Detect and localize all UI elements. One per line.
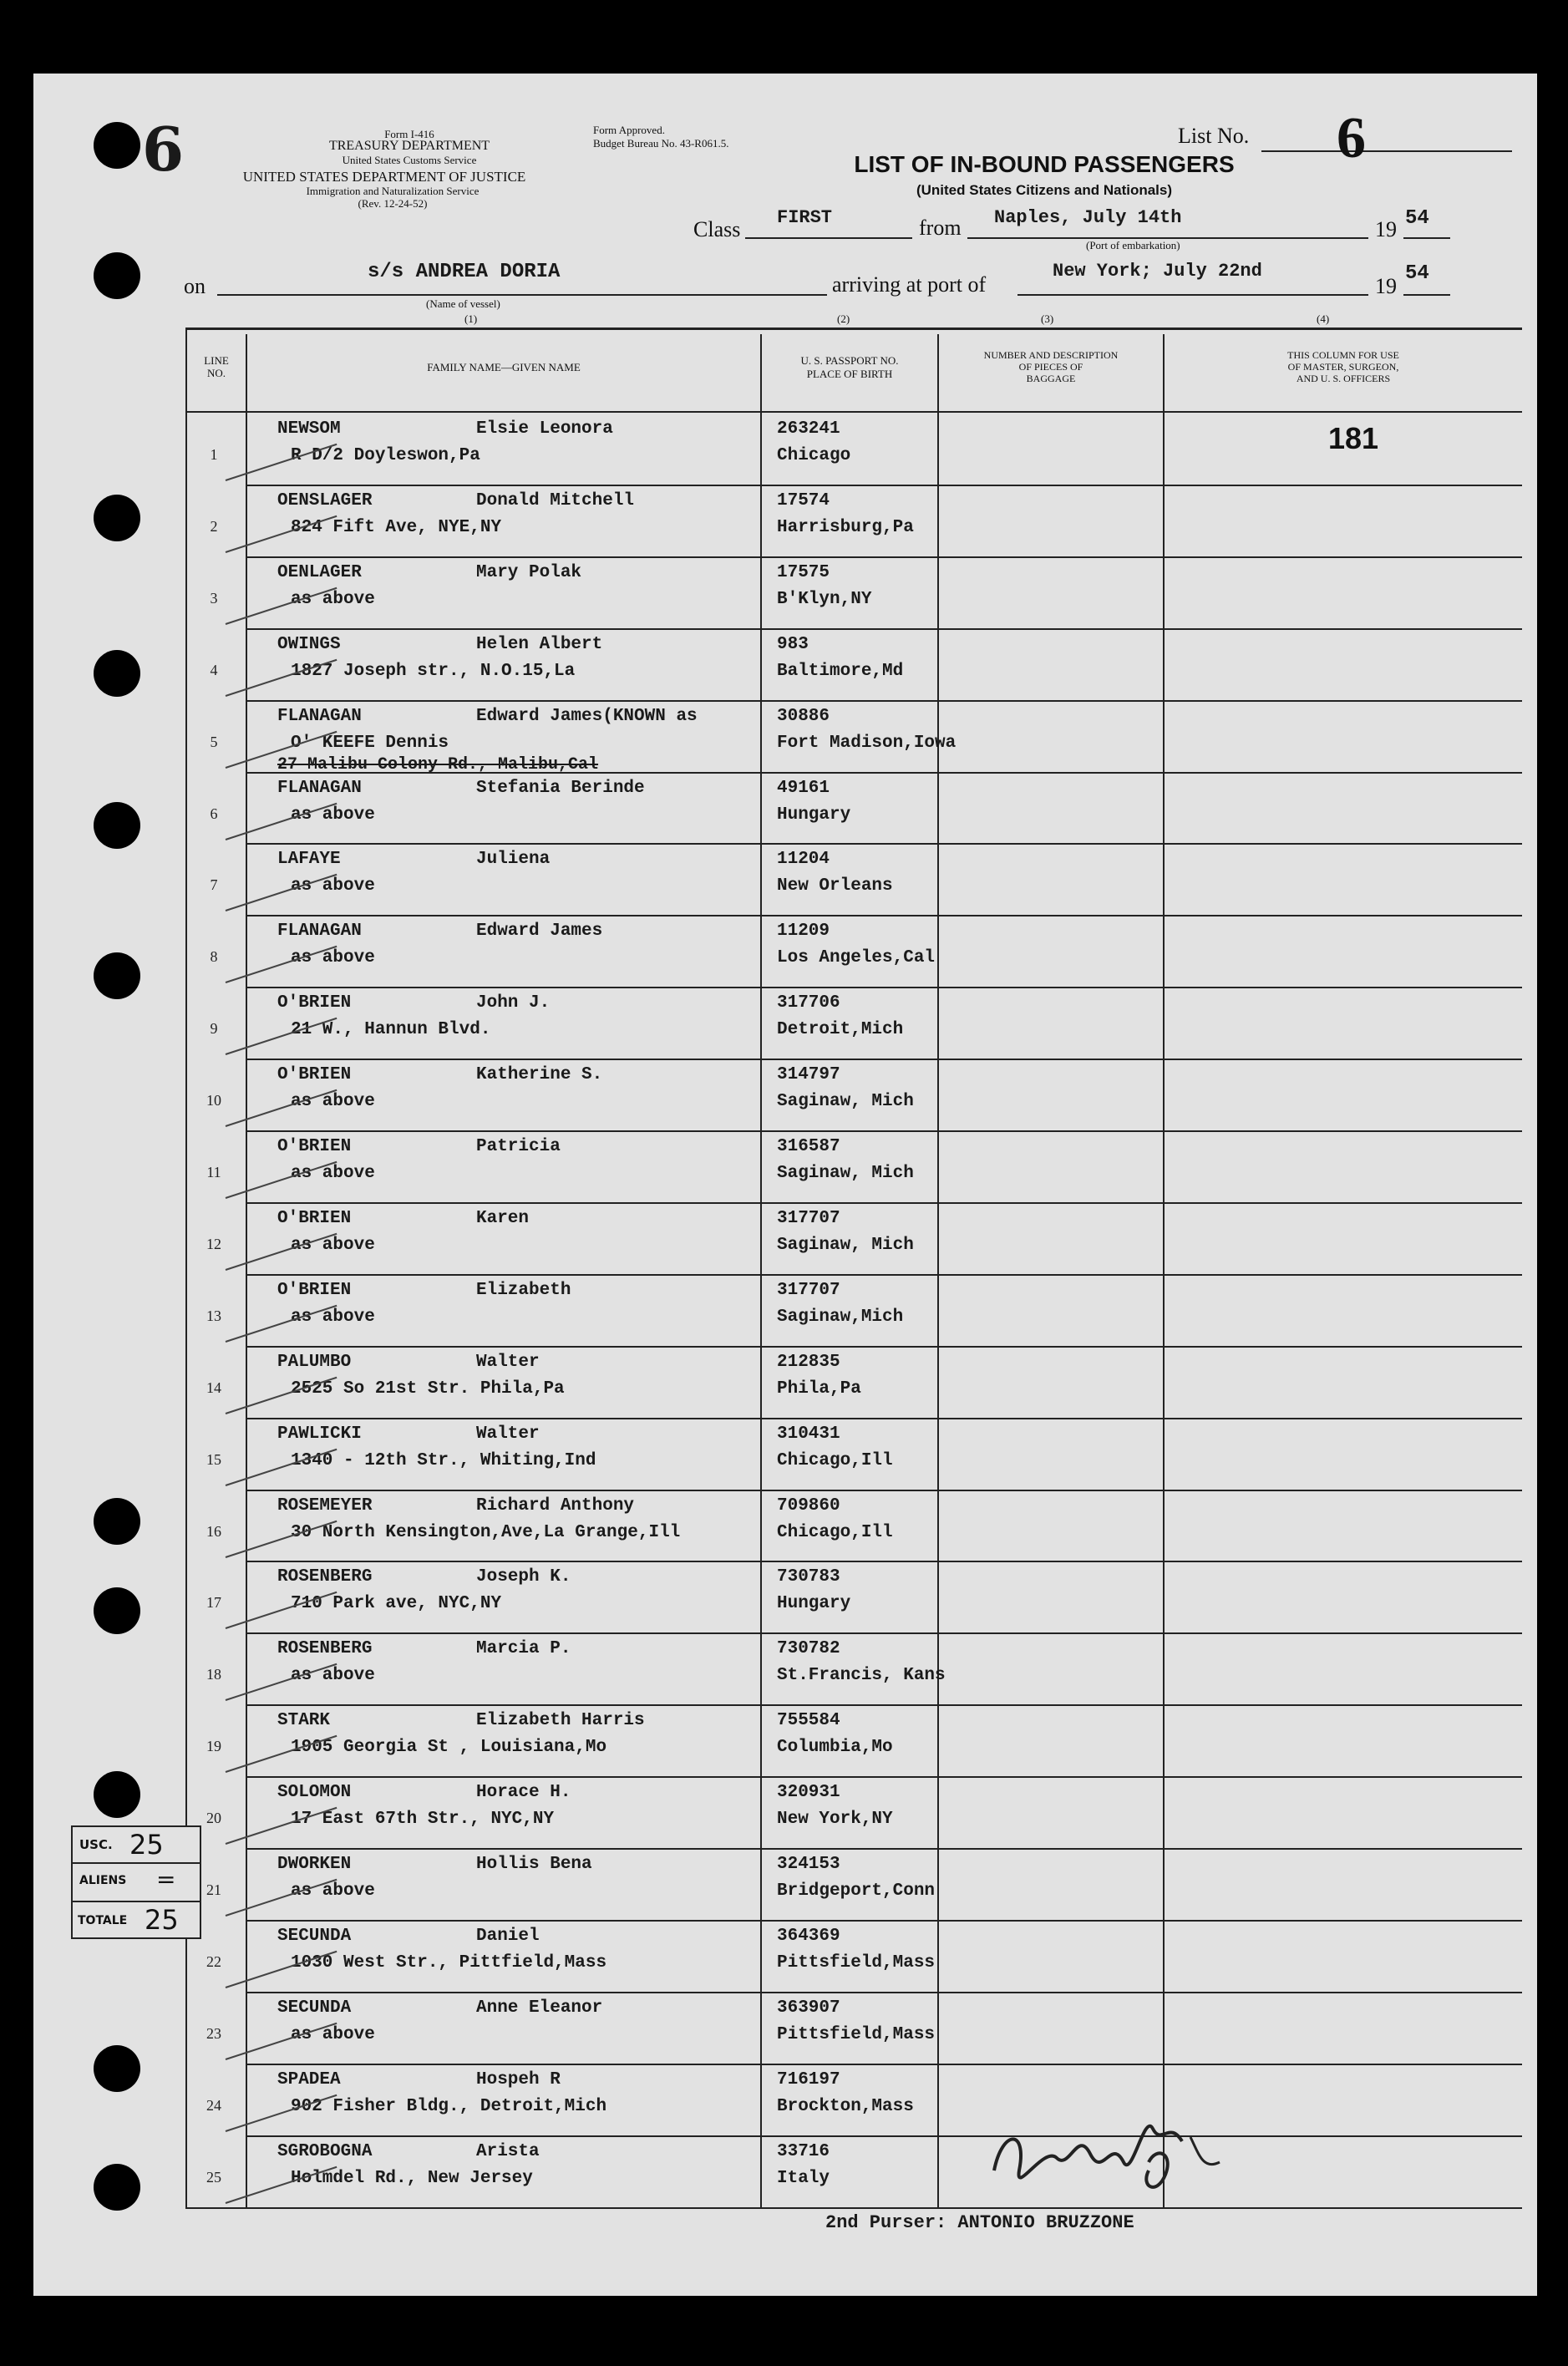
punch-hole — [94, 2045, 140, 2092]
row-divider — [246, 1130, 1522, 1132]
given-name: Walter — [476, 1352, 540, 1372]
place-of-birth: St.Francis, Kans — [777, 1666, 946, 1686]
place-of-birth: Columbia,Mo — [777, 1738, 893, 1758]
line-number: 8 — [210, 948, 218, 966]
list-number: 6 — [1337, 106, 1366, 170]
passport-number: 317706 — [777, 993, 840, 1013]
place-of-birth: Chicago — [777, 446, 851, 465]
line-number: 16 — [206, 1522, 221, 1540]
family-name: STARK — [277, 1711, 331, 1731]
row-divider — [246, 556, 1522, 558]
address: 30 North Kensington,Ave,La Grange,Ill — [291, 1522, 681, 1542]
place-of-birth: Hungary — [777, 1594, 851, 1614]
place-of-birth: Saginaw, Mich — [777, 1235, 914, 1255]
passport-number: 983 — [777, 634, 809, 654]
justice-label: UNITED STATES DEPARTMENT OF JUSTICE — [242, 169, 526, 185]
col-header-line-no: LINE NO. — [204, 354, 229, 379]
passport-number: 755584 — [777, 1711, 840, 1731]
row-divider — [246, 1632, 1522, 1634]
line-number: 3 — [210, 589, 218, 607]
given-name: Karen — [476, 1208, 530, 1228]
vessel-name: s/s ANDREA DORIA — [368, 261, 561, 283]
family-name: SECUNDA — [277, 1926, 352, 1946]
passport-number: 363907 — [777, 1998, 840, 2018]
given-name: Donald Mitchell — [476, 490, 635, 510]
passport-number: 314797 — [777, 1065, 840, 1085]
row-divider — [246, 987, 1522, 988]
row-divider — [246, 1848, 1522, 1850]
address: 902 Fisher Bldg., Detroit,Mich — [291, 2096, 607, 2116]
passport-number: 317707 — [777, 1280, 840, 1300]
passport-number: 324153 — [777, 1855, 840, 1874]
punch-hole — [94, 802, 140, 849]
place-of-birth: Los Angeles,Cal — [777, 948, 936, 968]
list-no-label: List No. — [1178, 124, 1250, 148]
place-of-birth: Saginaw,Mich — [777, 1307, 904, 1327]
family-name: SOLOMON — [277, 1783, 352, 1803]
family-name: SGROBOGNA — [277, 2141, 373, 2161]
row-divider — [246, 1274, 1522, 1276]
place-of-birth: Baltimore,Md — [777, 661, 904, 681]
place-of-birth: Chicago,Ill — [777, 1522, 893, 1542]
punch-hole — [94, 1587, 140, 1634]
passport-number: 716197 — [777, 2069, 840, 2089]
customs-label: United States Customs Service — [342, 154, 477, 166]
address: as above — [291, 805, 375, 825]
place-of-birth: Harrisburg,Pa — [777, 517, 914, 537]
row-divider — [246, 485, 1522, 486]
row-divider — [246, 2207, 1522, 2209]
passport-number: 709860 — [777, 1495, 840, 1516]
given-name: Marcia P. — [476, 1639, 571, 1659]
address: R D/2 Doyleswon,Pa — [291, 446, 480, 465]
line-number: 24 — [206, 2096, 221, 2114]
row-divider — [246, 1059, 1522, 1060]
address: as above — [291, 1235, 375, 1255]
line-number: 19 — [206, 1738, 221, 1755]
row-divider — [246, 1776, 1522, 1778]
address: 710 Park ave, NYC,NY — [291, 1594, 502, 1614]
line-number: 1 — [210, 446, 218, 463]
given-name: Hollis Bena — [476, 1855, 592, 1874]
col-num-4: (4) — [1317, 312, 1330, 325]
frame-number: 6 — [142, 114, 185, 185]
address: 1905 Georgia St , Louisiana,Mo — [291, 1738, 607, 1758]
treasury-label: TREASURY DEPARTMENT — [328, 139, 490, 153]
usc-value: 25 — [129, 1829, 164, 1861]
aliens-value: = — [156, 1866, 176, 1893]
family-name: FLANAGAN — [277, 706, 362, 726]
aliens-label: ALIENS — [79, 1874, 127, 1887]
family-name: SECUNDA — [277, 1998, 352, 2018]
port-embarkation-label: (Port of embarkation) — [1086, 239, 1180, 251]
purser-line: 2nd Purser: ANTONIO BRUZZONE — [825, 2212, 1134, 2233]
family-name: OENLAGER — [277, 562, 362, 582]
passport-number: 316587 — [777, 1137, 840, 1156]
row-divider — [246, 1704, 1522, 1706]
passport-number: 317707 — [777, 1208, 840, 1228]
family-name: O'BRIEN — [277, 993, 352, 1013]
address: 1340 - 12th Str., Whiting,Ind — [291, 1450, 596, 1470]
class-value: FIRST — [777, 207, 833, 228]
place-of-birth: Fort Madison,Iowa — [777, 733, 957, 753]
address: as above — [291, 1881, 375, 1901]
given-name: Walter — [476, 1424, 540, 1444]
address: as above — [291, 1092, 375, 1112]
given-name: Daniel — [476, 1926, 540, 1946]
passport-number: 11209 — [777, 922, 830, 942]
passport-number: 320931 — [777, 1783, 840, 1803]
address: as above — [291, 1307, 375, 1327]
family-name: PAWLICKI — [277, 1424, 362, 1444]
line-number: 25 — [206, 2168, 221, 2186]
row-divider — [246, 700, 1522, 702]
place-of-birth: Saginaw, Mich — [777, 1092, 914, 1112]
address: 824 Fift Ave, NYE,NY — [291, 517, 502, 537]
row-divider — [246, 2064, 1522, 2065]
address: Holmdel Rd., New Jersey — [291, 2168, 533, 2188]
line-number: 15 — [206, 1450, 221, 1468]
given-name: Elizabeth — [476, 1280, 571, 1300]
punch-hole — [94, 650, 140, 697]
family-name: FLANAGAN — [277, 778, 362, 798]
punch-hole — [94, 1771, 140, 1818]
given-name: Elsie Leonora — [476, 419, 613, 439]
given-name: Elizabeth Harris — [476, 1711, 645, 1731]
passport-number: 33716 — [777, 2141, 830, 2161]
row-divider — [246, 1346, 1522, 1348]
address: O' KEEFE Dennis — [291, 733, 449, 753]
on-label: on — [184, 274, 206, 298]
family-name: ROSENBERG — [277, 1639, 373, 1659]
class-label: Class — [693, 217, 741, 241]
family-name: LAFAYE — [277, 850, 341, 870]
given-name: Edward James — [476, 922, 603, 942]
address: as above — [291, 876, 375, 896]
place-of-birth: Chicago,Ill — [777, 1450, 893, 1470]
punch-hole — [94, 1498, 140, 1545]
given-name: Edward James(KNOWN as — [476, 706, 698, 726]
col-num-2: (2) — [837, 312, 850, 325]
given-name: Stefania Berinde — [476, 778, 645, 798]
passport-number: 730783 — [777, 1567, 840, 1587]
address: 17 East 67th Str., NYC,NY — [291, 1810, 555, 1830]
line-number: 21 — [206, 1881, 221, 1898]
line-number: 12 — [206, 1235, 221, 1252]
row-divider — [246, 915, 1522, 916]
place-of-birth: Saginaw, Mich — [777, 1164, 914, 1183]
punch-hole — [94, 952, 140, 999]
place-of-birth: New Orleans — [777, 876, 893, 896]
punch-hole — [94, 252, 140, 299]
address: as above — [291, 1164, 375, 1183]
year-prefix-2: 19 — [1375, 274, 1397, 298]
place-of-birth: B'Klyn,NY — [777, 589, 872, 609]
line-number: 14 — [206, 1378, 221, 1396]
family-name: DWORKEN — [277, 1855, 352, 1874]
family-name: SPADEA — [277, 2069, 341, 2089]
line-number: 18 — [206, 1666, 221, 1683]
budget-bureau: Budget Bureau No. 43-R061.5. — [593, 137, 729, 150]
list-subtitle: (United States Citizens and Nationals) — [916, 182, 1173, 198]
immigration-label: Immigration and Naturalization Service — [306, 185, 480, 197]
family-name: PALUMBO — [277, 1352, 352, 1372]
family-name: OWINGS — [277, 634, 341, 654]
row-divider — [246, 628, 1522, 630]
line-number: 10 — [206, 1092, 221, 1109]
passport-number: 263241 — [777, 419, 840, 439]
given-name: Hospeh R — [476, 2069, 561, 2089]
col-num-3: (3) — [1041, 312, 1054, 325]
line-number: 23 — [206, 2024, 221, 2042]
given-name: Mary Polak — [476, 562, 582, 582]
tally-box — [71, 1825, 201, 1939]
punch-hole — [94, 2164, 140, 2211]
manifest-sheet — [33, 74, 1537, 2296]
line-number: 11 — [206, 1164, 221, 1180]
col-header-baggage: NUMBER AND DESCRIPTION OF PIECES OF BAGGAGE — [983, 349, 1119, 384]
family-name: O'BRIEN — [277, 1137, 352, 1156]
passport-number: 17574 — [777, 490, 830, 510]
given-name: Katherine S. — [476, 1065, 603, 1085]
from-value: Naples, July 14th — [994, 207, 1182, 228]
usc-label: USC. — [79, 1837, 113, 1852]
passport-number: 30886 — [777, 706, 830, 726]
family-name: O'BRIEN — [277, 1280, 352, 1300]
row-divider — [246, 1992, 1522, 1993]
passport-number: 11204 — [777, 850, 830, 870]
address: as above — [291, 589, 375, 609]
family-name: ROSEMEYER — [277, 1495, 373, 1516]
arriving-value: New York; July 22nd — [1053, 261, 1262, 282]
family-name: O'BRIEN — [277, 1208, 352, 1228]
family-name: NEWSOM — [277, 419, 341, 439]
family-name: O'BRIEN — [277, 1065, 352, 1085]
passport-number: 212835 — [777, 1352, 840, 1372]
col-header-name: FAMILY NAME—GIVEN NAME — [427, 361, 581, 373]
line-number: 17 — [206, 1594, 221, 1612]
given-name: Horace H. — [476, 1783, 571, 1803]
officer-note: 181 — [1328, 421, 1379, 455]
row-divider — [246, 1490, 1522, 1491]
line-number: 5 — [210, 733, 218, 750]
year-1: 54 — [1405, 207, 1429, 230]
given-name: Patricia — [476, 1137, 561, 1156]
purser-signature — [977, 2079, 1228, 2204]
family-name: OENSLAGER — [277, 490, 373, 510]
given-name: Helen Albert — [476, 634, 603, 654]
form-number: Form I-416 — [384, 128, 434, 140]
col-num-1: (1) — [464, 312, 478, 325]
col-header-passport: U. S. PASSPORT NO. PLACE OF BIRTH — [800, 354, 899, 380]
col-header-officers: THIS COLUMN FOR USE OF MASTER, SURGEON, AND U. S. OFFICERS — [1287, 349, 1399, 384]
given-name: Richard Anthony — [476, 1495, 635, 1516]
list-title: LIST OF IN-BOUND PASSENGERS — [854, 151, 1235, 177]
given-name: Juliena — [476, 850, 551, 870]
passport-number: 730782 — [777, 1639, 840, 1659]
address: 1827 Joseph str., N.O.15,La — [291, 661, 576, 681]
given-name: Anne Eleanor — [476, 1998, 603, 2018]
line-number: 9 — [210, 1020, 218, 1038]
address: as above — [291, 1666, 375, 1686]
line-number: 6 — [210, 805, 218, 822]
place-of-birth: New York,NY — [777, 1810, 893, 1830]
row-divider — [246, 1202, 1522, 1204]
address: as above — [291, 2024, 375, 2044]
passport-number: 364369 — [777, 1926, 840, 1946]
place-of-birth: Bridgeport,Conn — [777, 1881, 936, 1901]
place-of-birth: Phila,Pa — [777, 1378, 861, 1399]
arriving-label: arriving at port of — [832, 272, 987, 297]
given-name: Arista — [476, 2141, 540, 2161]
passport-number: 310431 — [777, 1424, 840, 1444]
line-number: 2 — [210, 517, 218, 535]
place-of-birth: Hungary — [777, 805, 851, 825]
given-name: John J. — [476, 993, 551, 1013]
place-of-birth: Brockton,Mass — [777, 2096, 914, 2116]
address: as above — [291, 948, 375, 968]
family-name: ROSENBERG — [277, 1567, 373, 1587]
vessel-label: (Name of vessel) — [426, 297, 500, 310]
from-label: from — [919, 216, 962, 240]
address: 1030 West Str., Pittfield,Mass — [291, 1952, 607, 1973]
line-number: 20 — [206, 1810, 221, 1827]
place-of-birth: Detroit,Mich — [777, 1020, 904, 1040]
line-number: 7 — [210, 876, 218, 894]
line-number: 22 — [206, 1952, 221, 1970]
form-approved: Form Approved. — [593, 124, 665, 136]
year-2: 54 — [1405, 262, 1429, 285]
punch-hole — [94, 495, 140, 541]
row-divider — [246, 1561, 1522, 1562]
address: 2525 So 21st Str. Phila,Pa — [291, 1378, 565, 1399]
given-name: Joseph K. — [476, 1567, 571, 1587]
family-name: FLANAGAN — [277, 922, 362, 942]
row-divider — [246, 2135, 1522, 2137]
row-divider — [246, 1418, 1522, 1419]
place-of-birth: Pittsfield,Mass — [777, 1952, 936, 1973]
address: 21 W., Hannun Blvd. — [291, 1020, 491, 1040]
row-divider — [246, 1920, 1522, 1922]
row-divider — [246, 843, 1522, 845]
line-number: 4 — [210, 661, 218, 678]
totale-value: 25 — [145, 1904, 179, 1936]
passport-number: 17575 — [777, 562, 830, 582]
totale-label: TOTALE — [78, 1914, 128, 1927]
passport-number: 49161 — [777, 778, 830, 798]
place-of-birth: Italy — [777, 2168, 830, 2188]
punch-hole — [94, 122, 140, 169]
year-prefix-1: 19 — [1375, 217, 1397, 241]
line-number: 13 — [206, 1307, 221, 1324]
place-of-birth: Pittsfield,Mass — [777, 2024, 936, 2044]
revision-label: (Rev. 12-24-52) — [358, 197, 428, 210]
address-line-2: 27 Malibu Colony Rd., Malibu,Cal — [277, 754, 599, 774]
